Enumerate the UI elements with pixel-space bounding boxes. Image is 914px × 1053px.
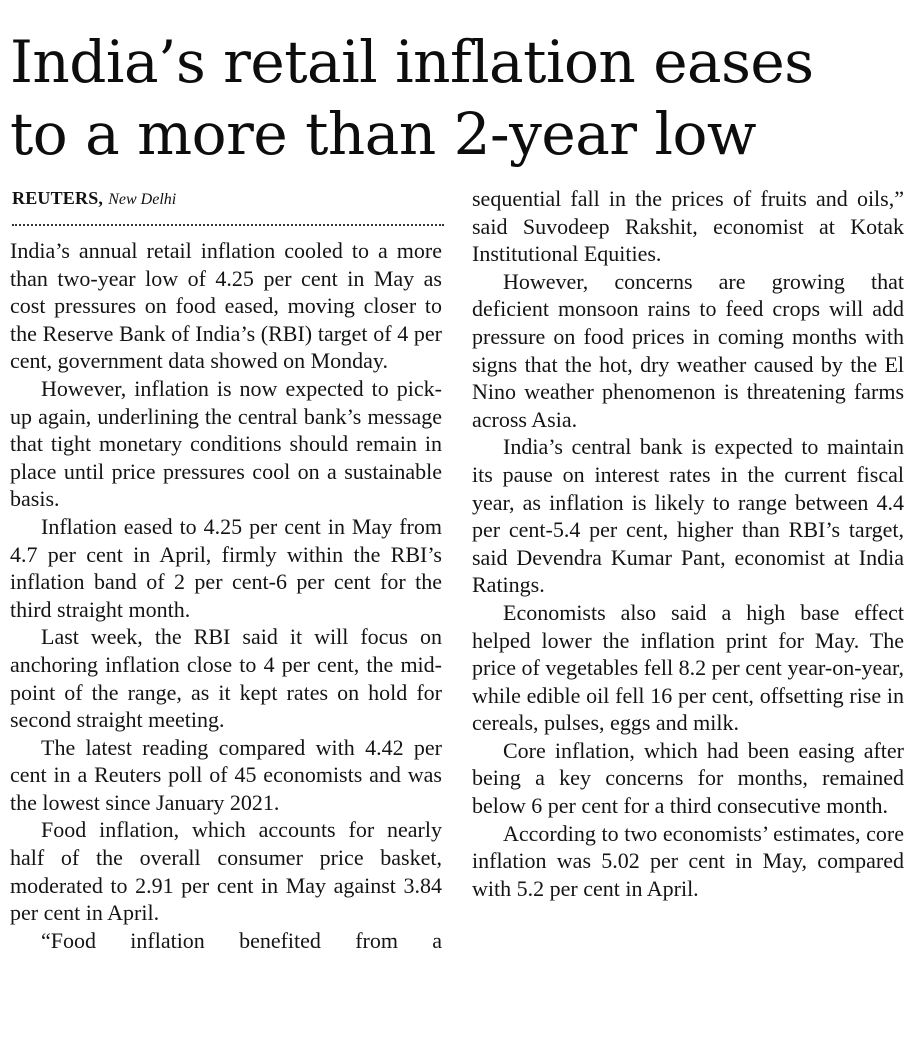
paragraph: Core inflation, which had been easing after being a key concerns for months, remained below 6 per cent for a third consecutive month. [472, 737, 904, 819]
paragraph: Last week, the RBI said it will focus on anchoring inflation close to 4 per cent, the mid-point of the range, as it kept rates on hold for second straight meeting. [10, 624, 442, 733]
paragraph: “Food inflation benefited from a [41, 927, 442, 953]
paragraph: sequential fall in the prices of fruits and oils,” said Suvodeep Rakshit, economist at Kotak Institutional Equities. [472, 186, 904, 267]
article-column-left [10, 237, 442, 954]
byline-place: New Delhi [108, 191, 177, 208]
paragraph: The latest reading compared with 4.42 per cent in a Reuters poll of 45 economists and was the lowest since January 2021. [10, 734, 442, 815]
paragraph: However, concerns are growing that deficient monsoon rains to feed crops will add pressure on food prices in coming months with signs that the hot, dry weather caused by the El Nino weather phenomenon is threatening farms across Asia. [472, 268, 904, 432]
paragraph: India’s annual retail inflation cooled to a more than two-year low of 4.25 per cent in May as cost pressures on food eased, moving closer to the Reserve Bank of India’s (RBI) target of 4 per cent, government data showed on Monday. [10, 238, 442, 374]
paragraph: According to two economists’ estimates, core inflation was 5.02 per cent in May, compared with 5.2 per cent in April. [472, 820, 904, 901]
paragraph: However, inflation is now expected to pick-up again, underlining the central bank’s message that tight monetary conditions should remain in place until price pressures cool on a sustainable basis. [10, 375, 442, 512]
paragraph: Economists also said a high base effect helped lower the inflation print for May. The price of vegetables fell 8.2 per cent year-on-year, while edible oil fell 16 per cent, offsetting rise in cereals, pulses, eggs and milk. [472, 599, 904, 736]
byline-agency: REUTERS, [12, 188, 104, 208]
headline [10, 26, 910, 170]
article-column-right [472, 185, 904, 902]
byline [12, 188, 444, 210]
byline-divider [12, 224, 444, 226]
headline-line-2: to a more than 2-year low [10, 100, 757, 168]
paragraph: India’s central bank is expected to maintain its pause on interest rates in the current fiscal year, as inflation is likely to range between 4.4 per cent-5.4 per cent, higher than RBI’s target, said Devendra Kumar Pant, economist at India Ratings. [472, 434, 904, 598]
paragraph: Food inflation, which accounts for nearly half of the overall consumer price basket, moderated to 2.91 per cent in May against 3.84 per cent in April. [10, 817, 442, 926]
paragraph: Inflation eased to 4.25 per cent in May from 4.7 per cent in April, firmly within the RBI’s inflation band of 2 per cent-6 per cent for the third straight month. [10, 513, 442, 622]
headline-line-1: India’s retail inflation eases [10, 28, 814, 96]
